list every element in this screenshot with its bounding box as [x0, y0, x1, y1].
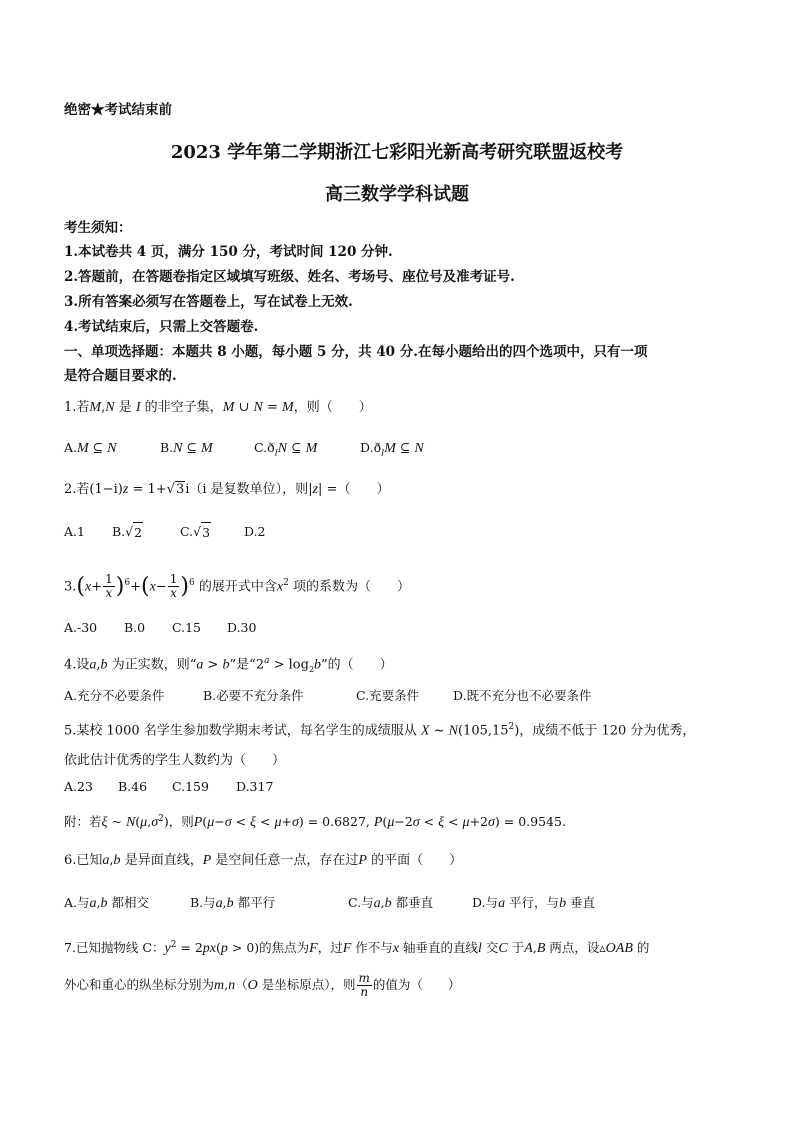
question-3-options	[64, 618, 464, 638]
q4-option-c[interactable]: C.充要条件	[356, 688, 420, 703]
q1-option-a[interactable]: A.M ⊆ N	[64, 440, 117, 456]
q5-option-b[interactable]: B.46	[118, 779, 148, 794]
q3-option-b[interactable]: B.0	[124, 620, 146, 635]
exam-subtitle: 高三数学学科试题	[325, 184, 469, 205]
q1-option-c[interactable]: $C.ð_IN$ ⊆ M	[254, 440, 318, 458]
q4-option-b[interactable]: B.必要不充分条件	[203, 688, 304, 703]
q6-option-a[interactable]: A.与a,b 都相交	[64, 895, 149, 911]
q1-option-b[interactable]: B.N ⊆ M	[160, 440, 213, 456]
q1-option-d[interactable]: $D.ð_IM$ ⊆ N	[360, 440, 424, 458]
section-heading-line1: 一、单项选择题：本题共 8 小题，每小题 5 分，共 40 分.在每小题给出的四个选项中，只有一项	[64, 344, 648, 360]
q4-option-a[interactable]: A.充分不必要条件	[64, 688, 165, 703]
question-1-options	[64, 438, 764, 458]
question-2-options	[64, 522, 464, 542]
section-heading-line2: 是符合题目要求的.	[64, 368, 177, 384]
notice-item-2: 2.答题前，在答题卷指定区域填写班级、姓名、考场号、座位号及准考证号.	[64, 269, 515, 285]
notice-item-4: 4.考试结束后，只需上交答题卷.	[64, 319, 259, 335]
question-6: 6.已知a,b 是异面直线，P 是空间任意一点，存在过P 的平面（ ）	[64, 853, 463, 868]
notice-item-1: 1.本试卷共 4 页，满分 150 分，考试时间 120 分钟.	[64, 244, 393, 260]
q2-option-c[interactable]: C.√ 3	[180, 522, 201, 542]
q2-option-b[interactable]: B.√ 2	[112, 522, 133, 542]
question-1: 1.若M,N 是 I 的非空子集，M ∪ N = M，则（ ）	[64, 400, 372, 415]
notice-heading: 考生须知：	[64, 220, 132, 236]
exam-title: 2023 学年第二学期浙江七彩阳光新高考研究联盟返校考	[170, 142, 624, 163]
question-5-options	[64, 777, 464, 797]
question-6-options	[64, 893, 764, 913]
q5-option-a[interactable]: A.23	[64, 779, 93, 794]
q2-option-a[interactable]: A.1	[64, 524, 85, 539]
question-3: 3.(x+ $\frac{1}{x}$ )$^6$+(x− $\frac{1}{x}$ )$^6$ 的展开式中含$x^2$ 项的系数为（ ）	[64, 572, 410, 601]
question-7-line1: 7.已知抛物线 C：$y^2 = 2px(p > 0)$的焦点为F，过F 作不与x 轴垂直的直线l 交C 于A,B 两点，设▵OAB 的	[64, 940, 650, 957]
q2-option-d[interactable]: D.2	[244, 524, 266, 539]
question-4-options	[64, 686, 764, 706]
question-5-line2: 依此估计优秀的学生人数约为（ ）	[64, 753, 286, 768]
q5-option-d[interactable]: D.317	[236, 779, 274, 794]
q6-option-b[interactable]: B.与a,b 都平行	[190, 895, 276, 911]
q5-option-c[interactable]: C.159	[172, 779, 209, 794]
q6-option-c[interactable]: C.与a,b 都垂直	[348, 895, 434, 911]
question-2: 2.若(1−i)z = 1+√3i（i 是复数单位），则|z| =（ ）	[64, 482, 390, 497]
q3-option-c[interactable]: C.15	[172, 620, 201, 635]
question-5-appendix: 附：若ξ ~ $N(\mu,\sigma^2)$，则P(μ−σ < ξ < μ+σ) = 0.6827, P(μ−2σ < ξ < μ+2σ) = 0.9545.	[64, 814, 566, 831]
q3-option-a[interactable]: A.-30	[64, 620, 98, 635]
question-4: 4.设a,b 为正实数，则“a > b”是“$2^a > \log_2b$”的（ ）	[64, 656, 393, 674]
q4-option-d[interactable]: D.既不充分也不必要条件	[453, 688, 592, 703]
q6-option-d[interactable]: D.与a 平行，与b 垂直	[472, 895, 596, 911]
question-7-line2: 外心和重心的纵坐标分别为m,n（O 是坐标原点），则 $\frac{m}{n}$ 的值为（ ）	[64, 971, 461, 999]
question-5-line1: 5.某校 1000 名学生参加数学期末考试，每名学生的成绩服从 X ~ N(105,15$^2$)，成绩不低于 120 分为优秀，	[64, 722, 696, 739]
q3-option-d[interactable]: D.30	[227, 620, 257, 635]
confidential-label: 绝密★考试结束前	[64, 102, 172, 118]
notice-item-3: 3.所有答案必须写在答题卷上，写在试卷上无效.	[64, 294, 353, 310]
